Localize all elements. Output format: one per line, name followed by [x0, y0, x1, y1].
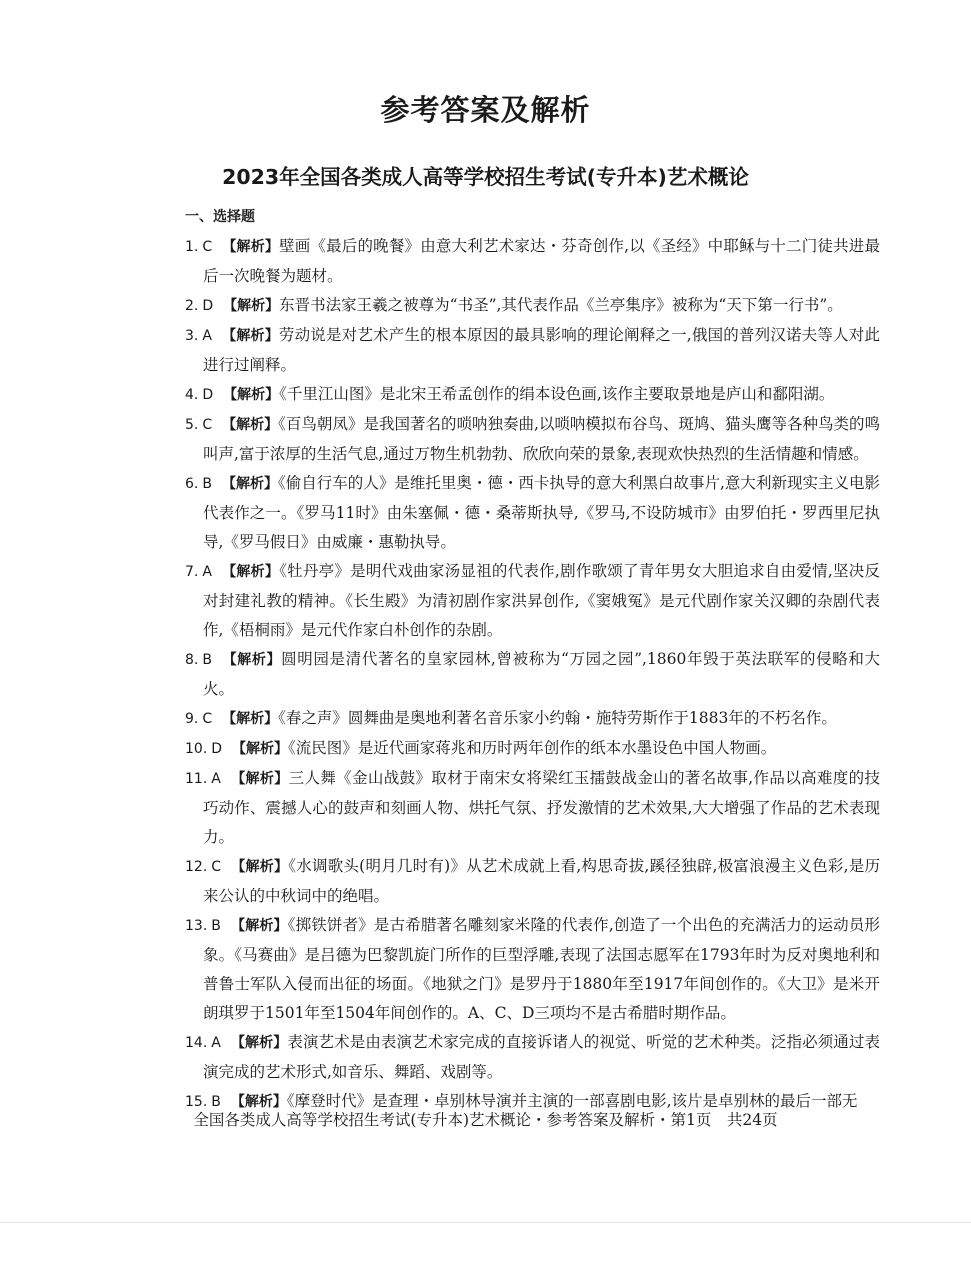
answer-letter: D: [202, 387, 214, 403]
analysis-text: 《百鸟朝凤》是我国著名的唢呐独奏曲,以唢呐模拟布谷鸟、斑鸠、猫头鹰等各种鸟类的鸣叫声,富于浓厚的生活气息,通过万物生机勃勃、欣欣向荣的景象,表现欢快热烈的生活情趣和情感。: [203, 415, 881, 463]
answer-letter: B: [211, 918, 221, 934]
analysis-tag: 【解析】: [231, 859, 289, 875]
analysis-tag: 【解析】: [221, 476, 279, 492]
analysis-tag: 【解析】: [230, 771, 289, 787]
analysis-text: 劳动说是对艺术产生的根本原因的最具影响的理论阐释之一,俄国的普列汉诺夫等人对此进行过阐释。: [203, 326, 881, 374]
question-number: 14.: [185, 1035, 208, 1051]
section-heading: 一、选择题: [185, 209, 255, 225]
answer-letter: C: [202, 417, 213, 433]
answer-item: [185, 291, 880, 321]
analysis-tag: 【解析】: [223, 298, 280, 314]
analysis-tag: 【解析】: [230, 1035, 288, 1051]
question-number: 1.: [185, 239, 199, 255]
analysis-tag: 【解析】: [223, 387, 280, 403]
answer-letter: C: [202, 239, 213, 255]
question-number: 11.: [185, 771, 208, 787]
answer-letter: A: [211, 1035, 221, 1051]
exam-subtitle: 2023年全国各类成人高等学校招生考试(专升本)艺术概论: [222, 165, 749, 189]
answer-item: [185, 764, 880, 852]
question-number: 8.: [185, 652, 199, 668]
analysis-text: 《春之声》圆舞曲是奥地利著名音乐家小约翰・施特劳斯作于1883年的不朽名作。: [278, 709, 837, 727]
answer-letter: B: [202, 652, 212, 668]
analysis-text: 《掷铁饼者》是古希腊著名雕刻家米隆的代表作,创造了一个出色的充满活力的运动员形象。《马赛曲》是吕德为巴黎凯旋门所作的巨型浮雕,表现了法国志愿军在1793年时为反对奥地利和普鲁士军队入侵而出征的场面。《地狱之门》是罗丹于1880年至1917年间创作的。《大卫》是米开朗琪罗于1501年至1504年间创作的。A、C、D三项均不是古希腊时期作品。: [203, 916, 880, 1022]
question-number: 9.: [185, 711, 199, 727]
analysis-text: 《摩登时代》是查理・卓别林导演并主演的一部喜剧电影,该片是卓别林的最后一部无: [286, 1092, 858, 1110]
analysis-text: 三人舞《金山战鼓》取材于南宋女将梁红玉擂鼓战金山的著名故事,作品以高难度的技巧动作、震撼人心的鼓声和刻画人物、烘托气氛、抒发激情的艺术效果,大大增强了作品的艺术表现力。: [203, 769, 881, 846]
answer-letter: B: [202, 476, 212, 492]
question-number: 13.: [185, 918, 208, 934]
analysis-tag: 【解析】: [232, 741, 289, 757]
analysis-text: 《千里江山图》是北宋王希孟创作的绢本设色画,该作主要取景地是庐山和鄱阳湖。: [279, 385, 835, 403]
analysis-tag: 【解析】: [222, 239, 280, 255]
analysis-text: 《偷自行车的人》是维托里奥・德・西卡执导的意大利黑白故事片,意大利新现实主义电影代表作之一。《罗马11时》由朱塞佩・德・桑蒂斯执导,《罗马,不设防城市》由罗伯托・罗西里尼执导,《罗马假日》由威廉・惠勒执导。: [203, 474, 881, 551]
question-number: 15.: [185, 1094, 208, 1110]
question-number: 5.: [185, 417, 199, 433]
answer-item: [185, 321, 880, 380]
question-number: 6.: [185, 476, 199, 492]
answer-item: [185, 852, 880, 911]
answer-letter: D: [211, 741, 223, 757]
analysis-tag: 【解析】: [221, 652, 282, 668]
analysis-text: 表演艺术是由表演艺术家完成的直接诉诸人的视觉、听觉的艺术种类。泛指必须通过表演完成的艺术形式,如音乐、舞蹈、戏剧等。: [203, 1033, 880, 1081]
answer-item: [185, 1028, 880, 1087]
analysis-tag: 【解析】: [230, 1094, 287, 1110]
answer-letter: B: [211, 1094, 221, 1110]
analysis-text: 《牡丹亭》是明代戏曲家汤显祖的代表作,剧作歌颂了青年男女大胆追求自由爱情,坚决反对封建礼教的精神。《长生殿》为清初剧作家洪昇创作,《窦娥冤》是元代剧作家关汉卿的杂剧代表作,《梧桐雨》是元代作家白朴创作的杂剧。: [203, 562, 881, 639]
analysis-tag: 【解析】: [230, 918, 288, 934]
answer-item: [185, 734, 880, 764]
answer-item: [185, 469, 880, 557]
answer-item: [185, 557, 880, 645]
answer-item: [185, 704, 880, 734]
page-title: 参考答案及解析: [380, 93, 591, 127]
question-number: 10.: [185, 741, 208, 757]
question-number: 4.: [185, 387, 199, 403]
answer-item: [185, 380, 880, 410]
analysis-text: 《流民图》是近代画家蒋兆和历时两年创作的纸本水墨设色中国人物画。: [288, 739, 777, 757]
answer-item: [185, 410, 880, 469]
answer-item: [185, 645, 880, 704]
analysis-tag: 【解析】: [221, 328, 279, 344]
analysis-text: 壁画《最后的晚餐》由意大利艺术家达・芬奇创作,以《圣经》中耶稣与十二门徒共进最后一次晚餐为题材。: [203, 237, 880, 285]
answer-letter: D: [202, 298, 214, 314]
question-number: 12.: [185, 859, 208, 875]
answer-letter: A: [211, 771, 221, 787]
answer-item: [185, 232, 880, 291]
answer-letter: A: [202, 564, 212, 580]
analysis-tag: 【解析】: [221, 564, 280, 580]
analysis-text: 圆明园是清代著名的皇家园林,曾被称为“万园之园”,1860年毁于英法联军的侵略和大火。: [203, 650, 880, 698]
answer-letter: C: [211, 859, 222, 875]
page-footer: 全国各类成人高等学校招生考试(专升本)艺术概论・参考答案及解析・第1页 共24页: [193, 1111, 778, 1129]
answer-item: [185, 911, 880, 1028]
question-number: 7.: [185, 564, 199, 580]
question-number: 3.: [185, 328, 199, 344]
answer-letter: C: [202, 711, 213, 727]
bottom-divider: [0, 1222, 971, 1223]
analysis-text: 《水调歌头(明月几时有)》从艺术成就上看,构思奇拔,蹊径独辟,极富浪漫主义色彩,是历来公认的中秋词中的绝唱。: [203, 857, 880, 905]
analysis-text: 东晋书法家王羲之被尊为“书圣”,其代表作品《兰亭集序》被称为“天下第一行书”。: [279, 296, 843, 314]
analysis-tag: 【解析】: [222, 711, 279, 727]
answer-list: [185, 232, 880, 1117]
analysis-tag: 【解析】: [222, 417, 279, 433]
question-number: 2.: [185, 298, 199, 314]
answer-letter: A: [202, 328, 212, 344]
